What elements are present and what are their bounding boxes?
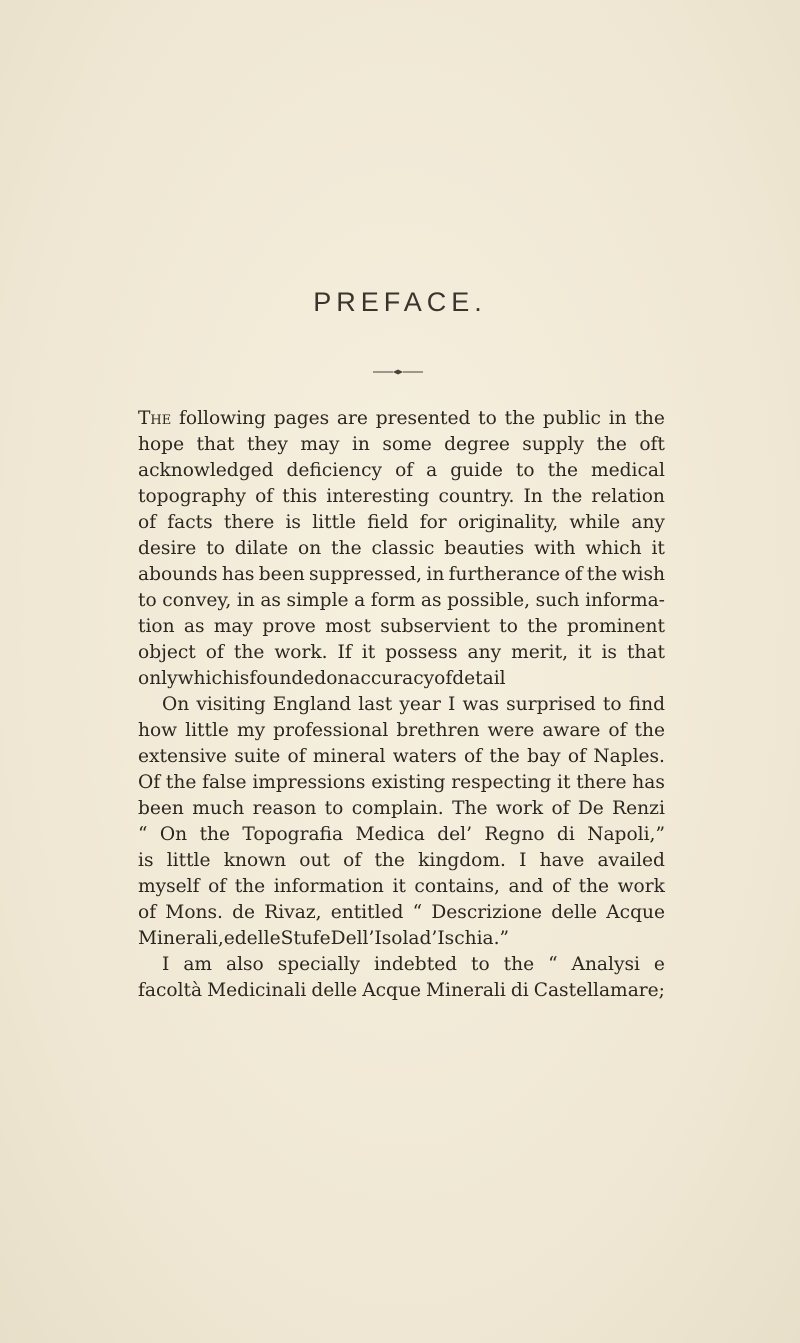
- text-line: I am also specially indebted to the “ Analysi e: [162, 954, 665, 975]
- text-line: only which is founded on accuracy of detail: [138, 668, 506, 689]
- preface-body: [138, 406, 665, 1004]
- ornament-divider: [373, 368, 423, 376]
- text-line: is little known out of the kingdom. I have availed: [138, 850, 665, 871]
- text-line: topography of this interesting country. In the relation: [138, 486, 665, 507]
- text-line: hope that they may in some degree supply the oft: [138, 434, 665, 455]
- text-line: to convey, in as simple a form as possible, such informa-: [138, 590, 665, 611]
- paragraph: [138, 952, 665, 1004]
- text-line: desire to dilate on the classic beauties with which it: [138, 538, 665, 559]
- text-line: acknowledged deficiency of a guide to the medical: [138, 460, 665, 481]
- text-line: extensive suite of mineral waters of the bay of Naples.: [138, 746, 665, 767]
- text-line: been much reason to complain. The work of De Renzi: [138, 798, 665, 819]
- paragraph: [138, 692, 665, 952]
- text-line: object of the work. If it possess any merit, it is that: [138, 642, 665, 663]
- text-line: of Mons. de Rivaz, entitled “ Descrizione delle Acque: [138, 902, 665, 923]
- text-line: facoltà Medicinali delle Acque Minerali di Castellamare;: [138, 980, 665, 1001]
- text-line: abounds has been suppressed, in furtherance of the wish: [138, 564, 665, 585]
- text-line: myself of the information it contains, and of the work: [138, 876, 665, 897]
- text-line: “ On the Topografia Medica del’ Regno di Napoli,”: [138, 824, 665, 845]
- text-line: tion as may prove most subservient to the prominent: [138, 616, 665, 637]
- text-line: The following pages are presented to the public in the: [138, 408, 665, 429]
- text-line: of facts there is little field for originality, while any: [138, 512, 665, 533]
- page-title: PREFACE.: [313, 287, 487, 317]
- text-line: how little my professional brethren were aware of the: [138, 720, 665, 741]
- paragraph: [138, 406, 665, 692]
- text-line: On visiting England last year I was surprised to find: [162, 694, 665, 715]
- text-line: Minerali, e delle Stufe Dell’ Isola d’ Ischia.”: [138, 928, 510, 949]
- text-line: Of the false impressions existing respecting it there has: [138, 772, 665, 793]
